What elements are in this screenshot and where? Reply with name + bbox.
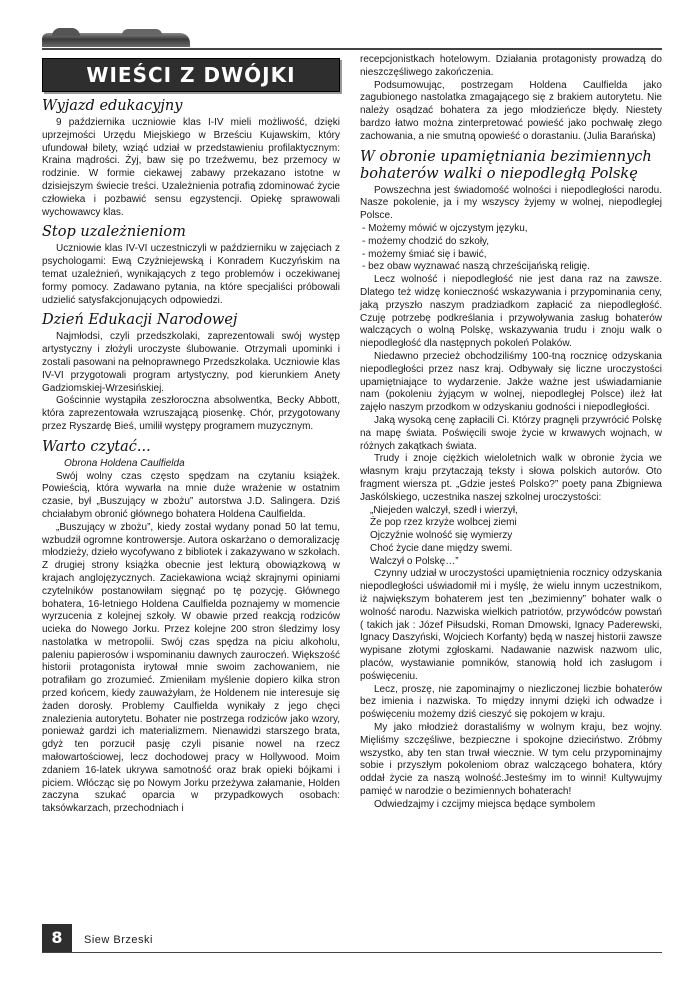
article-paragraph: Odwiedzajmy i czcijmy miejsca będące symbolem [374, 798, 596, 810]
poem-line: „Niejeden walczył, szedł i wierzył, [370, 504, 518, 516]
article-heading: Wyjazd edukacyjny [42, 98, 183, 114]
list-item: - Możemy mówić w ojczystym języku, [362, 222, 528, 234]
left-column [42, 58, 340, 816]
article-paragraph: Najmłodsi, czyli przedszkolaki, zaprezentowali swój występ artystyczny i złożyli uroczyste ślubowanie. Otrzymali upominki i zostali pasowani na pełnoprawnego Przedszkolaka. Uczniowie klas IV-VI przygotowali program artystyczny, pod kierunkiem Anety Gadziomskiej-Wrzesińskiej. [42, 331, 340, 394]
poem-quote [360, 505, 662, 569]
poem-line: Ojczyźnie wolność się wymierzy [370, 530, 513, 542]
publication-name: Siew Brzeski [84, 934, 153, 946]
right-column [360, 54, 662, 812]
article-paragraph: Lecz, proszę, nie zapominajmy o niezliczonej liczbie bohaterów bez imienia i nazwiska. To między innymi dzięki ich odwadze i poświęceniu możemy dziś cieszyć się pokojem w kraju. [360, 683, 662, 721]
article-paragraph: Niedawno przecież obchodziliśmy 100-tną rocznicę odzyskania niepodległości przez nasz kraj. Odbywały się liczne uroczystości upamiętniające to wydarzenie. Jakże ważne jest uświadamianie nam (pokoleniu żyjącym w wolnej, niepodległej Polsce) ileż łat zajęło naszym przodkom w odzyskaniu godności i niepodległości. [360, 350, 662, 414]
article-paragraph: 9 października uczniowie klas I-IV mieli możliwość, dzięki uprzejmości Urzędu Miejskiego w Brześciu Kujawskim, który ufundował bilety, wziąć udział w przedstawieniu profilaktycznym: Kraina mądrości. Żyj, baw się po trzeźwemu, bez przemocy w rodzinie. W formie ciekawej zabawy przekazano istotne w dzisiejszym świecie treści. Uzależnienia potrafią zdominować życie człowieka i pozbawić sensu egzystencji. Opiekę sprawowali wychowawcy klas. [42, 117, 340, 218]
poem-line: Choć życie dane między swemi. [370, 542, 513, 554]
article-paragraph: Jaką wysoką cenę zapłacili Ci. Którzy pragnęli przywrócić Polskę na mapę świata. Poświęcili swoje życie w krwawych wojnach, w różnych zakątkach świata. [360, 414, 662, 452]
header-decoration-strip [42, 33, 190, 47]
list-item: - możemy śmiać się i bawić, [362, 248, 487, 260]
poem-line: Walczył o Polskę…” [370, 555, 459, 567]
section-banner: WIEŚCI Z DWÓJKI [42, 58, 340, 92]
article-paragraph: Swój wolny czas często spędzam na czytaniu książek. Powieścią, która wywarła na mnie duże wrażenie w ostatnim czasie, był „Buszujący w zbożu” autorstwa J.D. Salingera. Dziś chciałabym obronić głównego bohatera Holdena Caulfielda. [42, 470, 340, 520]
list-item: - bez obaw wyznawać naszą chrześcijańską religię. [362, 261, 590, 273]
article-paragraph: Trudy i znoje ciężkich wieloletnich walk w obronie życia we własnym kraju przytaczają teksty i słowa polskich autorów. Oto fragment wiersza pt. „Gdzie jesteś Polsko?” poety pana Zbigniewa Jaskólskiego, uczestnika naszej szkolnej uroczystości: [360, 453, 662, 503]
freedoms-list [360, 223, 662, 274]
article-subtitle: Obrona Holdena Caulfielda [64, 457, 185, 469]
footer-rule [42, 952, 662, 953]
article-heading: W obronie upamiętniania bezimiennych bohaterów walki o niepodległą Polskę [360, 148, 652, 182]
article-paragraph: Uczniowie klas IV-VI uczestniczyli w październiku w zajęciach z psychologami: Ewą Czyżniejewską i Konradem Kuczyńskim na temat uzależnień, wynikających z tego problemów i oczekiwanej formy pomocy. Zadawano pytania, na które specjaliści próbowali udzielić satysfakcjonujących odpowiedzi. [42, 243, 340, 306]
article-paragraph: „Buszujący w zbożu”, kiedy został wydany ponad 50 lat temu, wzbudził ogromne kontrowersje. Autora oskarżano o demoralizację młodzieży, dzieło wycofywano z bibliotek i zakazywano w szkołach. Z drugiej strony książka obecnie jest lekturą obowiązkową w krajach anglojęzycznych. Zaciekawiona wciąż skrajnymi opiniami czytelników postanowiłam sięgnąć po tę pozycję. Głównego bohatera, 16-letniego Holdena Caulfielda poznajemy w momencie wyrzucenia z kolejnej szkoły. W obawie przed reakcją rodziców ucieka do Nowego Jorku. Przez kolejne 200 stron śledzimy losy nastolatka w metropolii. Swój czas spędza na piciu alkoholu, paleniu papierosów i wspominaniu dawnych zauroczeń. Większość historii protagonista irytował mnie swoim zachowaniem, nie potrafiłam go zrozumieć. Zmieniłam myślenie dopiero kilka stron przed końcem, kiedy zauważyłam, że Holdenem nie interesuje się żaden dorosły. Problemy Caulfielda wynikały z jego chęci znalezienia autorytetu. Bohater nie postrzega rodziców jako wzory, ponieważ gardzi ich materializmem. Nienawidzi starszego brata, gdyż ten porzucił pasję czyli pisanie nowel na rzecz małowartościowej, lecz dochodowej pracy w Hollywood. Moim zdaniem 16-latek ukrywa samotność oraz brak opieki bójkami i piciem. Włócząc się po Nowym Jorku przeżywa załamanie, Holden zaczyna szukać oparcia w przypadkowych osobach: taksówkarzach, przechodniach i [42, 521, 340, 815]
article-paragraph: Gościnnie wystąpiła zeszłoroczna absolwentka, Becky Abbott, która zaprezentowała wzruszającą piosenkę. Chór, przygotowany przez Ryszardę Bieś, umilił występy programem muzycznym. [42, 395, 340, 432]
list-item: - możemy chodzić do szkoły, [362, 235, 490, 247]
article-heading: Warto czytać... [42, 438, 151, 455]
article-paragraph: Powszechna jest świadomość wolności i niepodległości narodu. Nasze pokolenie, ja i my wszyscy żyjemy w wolnej, niepodległej Polsce. [360, 184, 662, 222]
article-paragraph: recepcjonistkach hotelowym. Działania protagonisty prowadzą do nieszczęśliwego zakończenia. [360, 54, 662, 78]
page-number: 8 [42, 924, 72, 952]
article-paragraph: Czynny udział w uroczystości upamiętnienia rocznicy odzyskania niepodległości uświadomił mi i myślę, że wielu innym uczestnikom, iż największym bohaterem jest ten „bezimienny” bohater walk o wolność narodu. Nazwiska wielkich patriotów, przywódców powstań ( takich jak : Józef Piłsudski, Roman Dmowski, Ignacy Paderewski, Ignacy Daszyński, Wojciech Korfanty) będą w naszej historii zawsze wypisane złotymi zgłoskami. Nadawanie nazwisk nazwom ulic, placów, wystawianie pomników, stanowią hołd ich zasługom i poświęceniu. [360, 568, 662, 682]
poem-line: Że pop rzez krzyże wolbcej ziemi [370, 517, 517, 529]
header-rule [42, 48, 662, 50]
article-paragraph: My jako młodzież dorastaliśmy w wolnym kraju, bez wojny. Mięliśmy szczęśliwe, bezpieczne i spokojne dzieciństwo. Zróbmy wszystko, aby ten stan trwał wiecznie. W tym celu przypominajmy sobie i przyszłym pokoleniom obraz walczącego bohatera, który oddał życie za naszą wolność.Jesteśmy im to winni! Kultywujmy pamięć w narodzie o bezimiennych bohaterach! [360, 722, 662, 798]
article-paragraph: Lecz wolność i niepodległość nie jest dana raz na zawsze. Dlatego też widzę konieczność wskazywania i przypominania ceny, jaką przyszło naszym pradziadkom zapłacić za niepodległość. Czuję potrzebę podkreślania i przywoływania zasług bohaterów walczących o wolną Polskę, wskazywania trudu i znoju walk o niepodległość dla następnych pokoleń Polaków. [360, 274, 662, 350]
article-heading: Stop uzależnieniom [42, 224, 186, 241]
article-paragraph: Podsumowując, postrzegam Holdena Caulfielda jako zagubionego nastolatka zmagającego się z brakiem autorytetu. Nie należy osądzać bohatera za jego młodzieńcze błędy. Niestety bardzo łatwo można zinterpretować powieść jako pochwałę złego zachowania, a nie smutną opowieść o dorastaniu. (Julia Barańska) [360, 79, 662, 142]
article-heading: Dzień Edukacji Narodowej [42, 312, 238, 329]
